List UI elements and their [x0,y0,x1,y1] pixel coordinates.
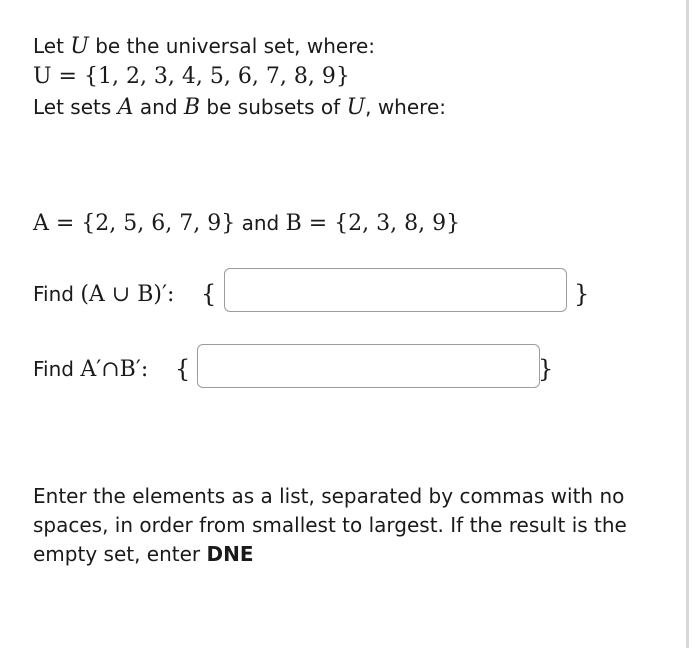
q2-close-brace: } [538,355,554,383]
q2-find: Find [33,357,74,381]
q1-expression: (A ∪ B)′: [80,282,175,307]
q2-expression: A′∩B′: [80,357,149,382]
intro-line-1 [33,34,375,59]
q1-close-brace: } [574,280,590,308]
intro-line1-suffix: be the universal set, where: [95,34,376,58]
q2-open-brace: { [175,355,191,383]
sets-definition [33,211,460,236]
intro-and: and [139,95,178,119]
panel-divider [686,0,700,648]
intro-line-3 [33,95,446,120]
intro-where: , where: [365,95,446,119]
question-1-label [33,282,174,307]
universal-set: U = {1, 2, 3, 4, 5, 6, 7, 8, 9} [33,64,350,89]
complement-intersection-input[interactable] [197,344,540,388]
q1-find: Find [33,282,74,306]
intro-let: Let [33,34,64,58]
union-complement-input[interactable] [224,268,567,312]
instructions-text: Enter the elements as a list, separated by commas with no spaces, in order from smallest to largest. If the result is the empty set, enter [33,484,627,566]
intro-let-sets: Let sets [33,95,112,119]
q1-open-brace: { [201,280,217,308]
var-u: U [70,34,89,59]
question-2-label [33,357,148,382]
instructions-dne: DNE [206,542,254,566]
set-b: B = {2, 3, 8, 9} [285,211,461,236]
var-u-2: U [346,95,366,120]
sets-and: and [241,211,280,235]
universal-set-definition [33,64,350,89]
var-a: A [117,95,134,120]
set-a: A = {2, 5, 6, 7, 9} [33,211,236,236]
var-b: B [183,95,201,120]
intro-be-subsets: be subsets of [206,95,341,119]
instructions [33,482,663,569]
